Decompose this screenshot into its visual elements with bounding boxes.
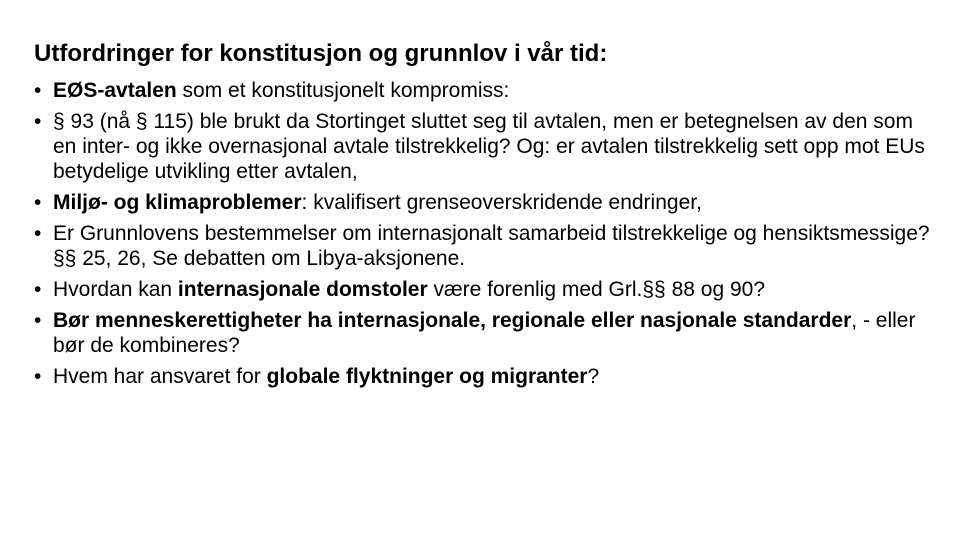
bullet-text: : kvalifisert grenseoverskridende endringer, [301, 191, 702, 214]
bullet-item [34, 109, 934, 184]
bullet-text-bold: EØS-avtalen [53, 79, 177, 102]
bullet-list [34, 78, 934, 395]
slide-title: Utfordringer for konstitusjon og grunnlov i vår tid: [34, 40, 608, 67]
bullet-item [34, 190, 934, 215]
bullet-item [34, 221, 934, 271]
bullet-text: § 93 (nå § 115) ble brukt da Stortinget sluttet seg til avtalen, men er betegnelsen av den som en inter- og ikke overnasjonal avtale tilstrekkelig? Og: er avtalen tilstrekkelig sett opp mot EUs betydelige utvikling etter avtalen, [53, 110, 925, 183]
bullet-dot-icon: • [34, 222, 42, 245]
bullet-dot-icon: • [34, 365, 42, 388]
bullet-dot-icon: • [34, 79, 42, 102]
bullet-item [34, 308, 934, 358]
bullet-text-bold: Miljø- og klimaproblemer [53, 191, 302, 214]
bullet-text-bold: internasjonale domstoler [177, 278, 428, 301]
bullet-item [34, 364, 934, 389]
bullet-item [34, 78, 934, 103]
bullet-dot-icon: • [34, 309, 42, 332]
bullet-dot-icon: • [34, 278, 42, 301]
bullet-text: Hvem har ansvaret for [53, 365, 267, 388]
bullet-text: som et konstitusjonelt kompromiss: [176, 79, 510, 102]
bullet-item [34, 277, 934, 302]
bullet-text: ? [587, 365, 600, 388]
bullet-dot-icon: • [34, 110, 42, 133]
bullet-text: , - eller bør de kombineres? [53, 309, 916, 357]
bullet-text: Hvordan kan [53, 278, 178, 301]
bullet-text-bold: Bør menneskerettigheter ha internasjonale, regionale eller nasjonale standarder [53, 309, 852, 332]
bullet-text: Er Grunnlovens bestemmelser om internasjonalt samarbeid tilstrekkelige og hensiktsmessige? §§ 25, 26, Se debatten om Libya-aksjonene. [53, 222, 930, 270]
bullet-text-bold: globale flyktninger og migranter [266, 365, 588, 388]
bullet-dot-icon: • [34, 191, 42, 214]
bullet-text: være forenlig med Grl.§§ 88 og 90? [427, 278, 765, 301]
